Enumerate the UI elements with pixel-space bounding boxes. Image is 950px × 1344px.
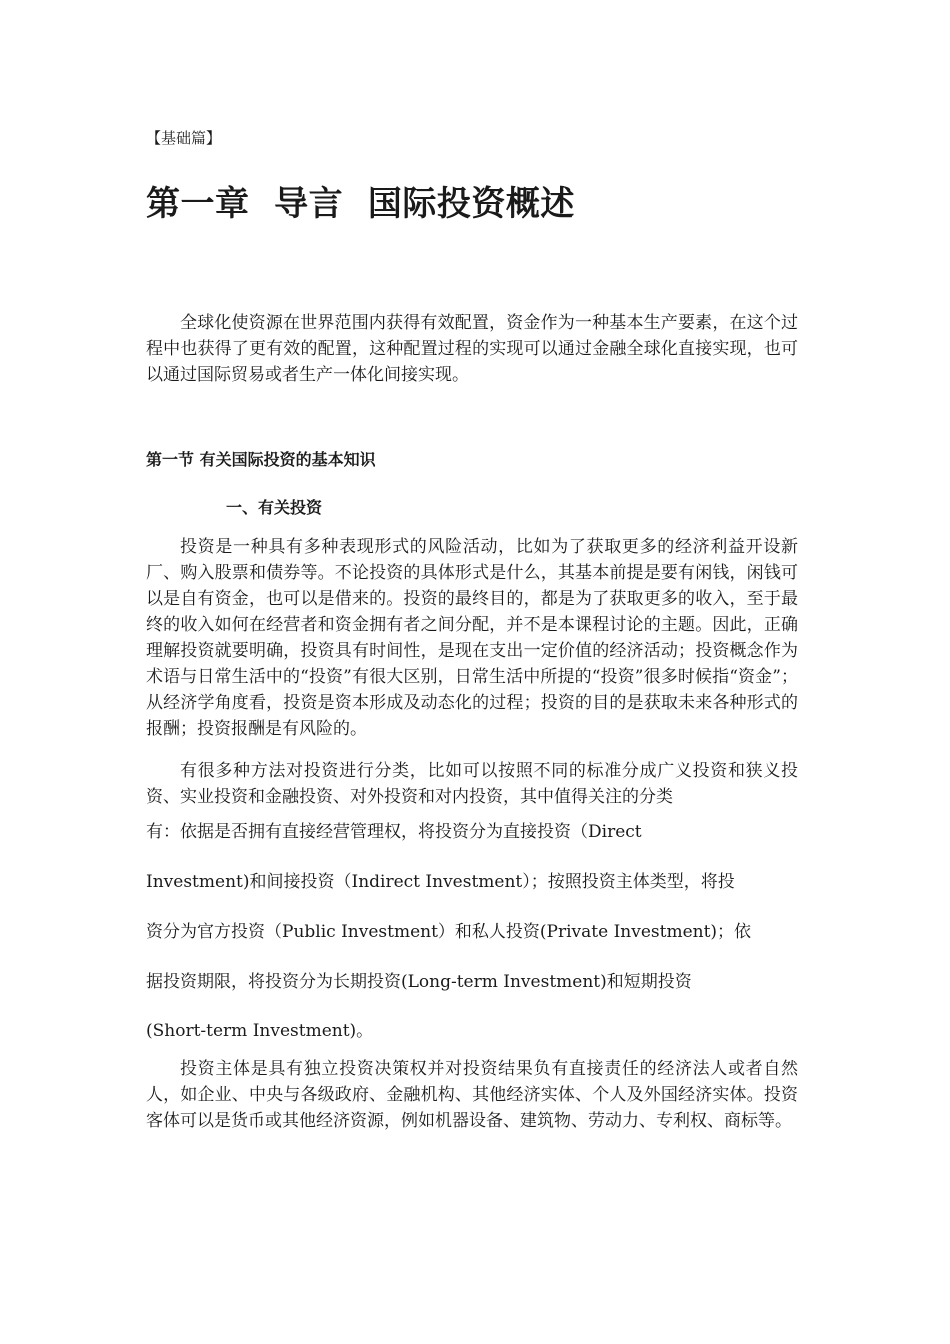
intro-paragraph: 全球化使资源在世界范围内获得有效配置，资金作为一种基本生产要素，在这个过程中也获得了更有效的配置，这种配置过程的实现可以通过金融全球化直接实现，也可以通过国际贸易或者生产一体化间接实现。 [146,313,798,385]
investment-subject-paragraph: 投资主体是具有独立投资决策权并对投资结果负有直接责任的经济法人或者自然人，如企业、中央与各级政府、金融机构、其他经济实体、个人及外国经济实体。投资客体可以是货币或其他经济资源，例如机器设备、建筑物、劳动力、专利权、商标等。 [146,1059,798,1131]
part-label: 【基础篇】 [146,129,222,147]
classification-line: Investment)和间接投资（Indirect Investment）；按照投资主体类型，将投 [146,872,735,892]
classification-line: 有：依据是否拥有直接经营管理权，将投资分为直接投资（Direct [146,822,642,842]
investment-definition-paragraph: 投资是一种具有多种表现形式的风险活动，比如为了获取更多的经济利益开设新厂、购入股票和债券等。不论投资的具体形式是什么，其基本前提是要有闲钱，闲钱可以是自有资金，也可以是借来的。投资的最终目的，都是为了获取更多的收入，至于最终的收入如何在经营者和资金拥有者之间分配，并不是本课程讨论的主题。因此，正确理解投资就要明确，投资具有时间性，是现在支出一定价值的经济活动；投资概念作为术语与日常生活中的“投资”有很大区别，日常生活中所提的“投资”很多时候指“资金”；从经济学角度看，投资是资本形成及动态化的过程；投资的目的是获取未来各种形式的报酬；投资报酬是有风险的。 [146,537,798,739]
section-title: 第一节 有关国际投资的基本知识 [146,450,376,469]
subsection-title: 一、有关投资 [226,498,323,517]
chapter-title: 第一章 导言 国际投资概述 [146,184,575,224]
classification-line: 据投资期限，将投资分为长期投资(Long-term Investment)和短期投资 [146,972,692,992]
classification-line: (Short-term Investment)。 [146,1021,374,1041]
investment-classification-paragraph: 有很多种方法对投资进行分类，比如可以按照不同的标准分成广义投资和狭义投资、实业投资和金融投资、对外投资和对内投资，其中值得关注的分类 [146,761,798,807]
classification-line: 资分为官方投资（Public Investment）和私人投资(Private Investment)；依 [146,922,752,942]
